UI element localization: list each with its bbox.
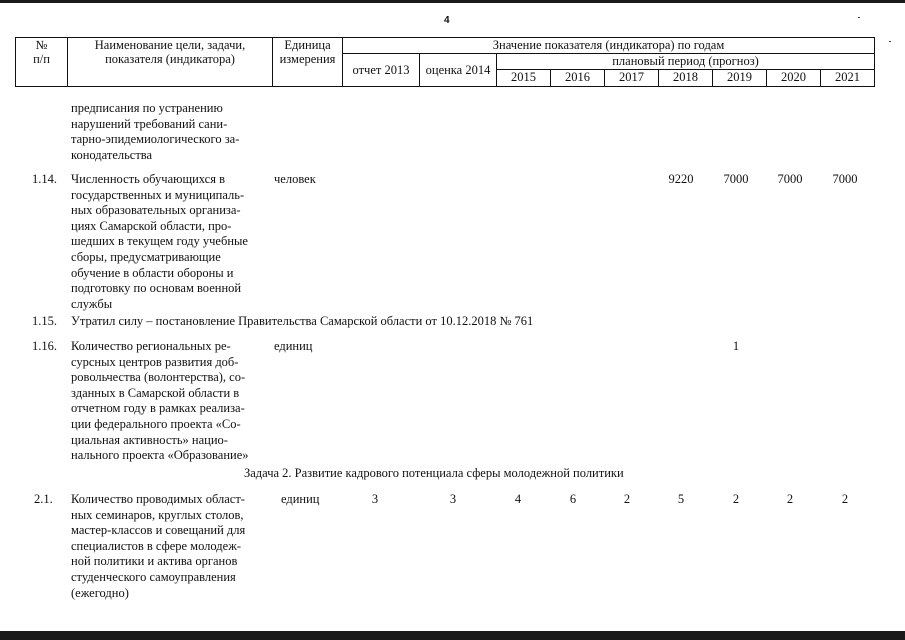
col-header-year: 2018 — [659, 70, 713, 87]
col-header-num — [16, 38, 68, 87]
scan-speck — [889, 41, 891, 42]
col-header-year: 2021 — [821, 70, 875, 87]
text-line: циальная активность» нацио- — [71, 432, 228, 447]
row-num: 1.15. — [32, 314, 57, 328]
col-header-unit — [273, 38, 343, 87]
col-header-unit-text — [275, 38, 340, 66]
text-line: нарушений требований сани- — [71, 116, 228, 131]
text-line: обучение в области обороны и — [71, 265, 234, 280]
header-line: показателя (индикатора) — [105, 52, 235, 66]
value-2020: 7000 — [777, 172, 803, 186]
text-line: специалистов в сфере молодеж- — [71, 538, 242, 553]
text-line: сборы, предусматривающие — [71, 249, 221, 264]
text-line: (ежегодно) — [71, 585, 129, 600]
header-line: п/п — [33, 52, 50, 66]
col-header-year: 2020 — [767, 70, 821, 87]
top-border — [0, 0, 905, 3]
value-2019: 1 — [732, 339, 740, 353]
text-line: ных образовательных организа- — [71, 203, 241, 218]
text-line: конодательства — [71, 147, 153, 162]
text-line: сурсных центров развития доб- — [71, 354, 239, 369]
text-line: ной политики и актива органов — [71, 554, 238, 569]
col-header-year: 2019 — [713, 70, 767, 87]
row-unit: единиц — [281, 492, 320, 506]
text-line: Количество проводимых област- — [71, 492, 245, 506]
text-line: Численность обучающихся в — [71, 172, 226, 186]
col-header-plan-period: плановый период (прогноз) — [497, 54, 875, 70]
text-line: мастер-классов и совещаний для — [71, 523, 246, 538]
text-line: отчетном году в рамках реализа- — [71, 401, 245, 416]
row-name — [71, 492, 245, 601]
col-header-name — [68, 38, 273, 87]
row-num: 1.14. — [32, 172, 57, 186]
row-unit: человек — [274, 172, 316, 186]
row-unit: единиц — [274, 339, 313, 353]
text-line: тарно-эпидемиологического за- — [71, 132, 240, 147]
value-2017: 2 — [623, 492, 631, 506]
value-2021: 7000 — [832, 172, 858, 186]
text-line: государственных и муниципаль- — [71, 187, 245, 202]
text-line: циях Самарской области, про- — [71, 218, 232, 233]
value-2015: 4 — [514, 492, 522, 506]
text-line: нального проекта «Образование» — [71, 448, 249, 463]
header-line: Единица — [284, 38, 331, 52]
col-header-year: 2016 — [551, 70, 605, 87]
col-header-estimate-2014: оценка 2014 — [420, 54, 497, 87]
text-line: подготовку по основам военной — [71, 281, 242, 296]
value-2014: 3 — [449, 492, 457, 506]
col-header-year: 2015 — [497, 70, 551, 87]
header-line: Наименование цели, задачи, — [94, 38, 246, 52]
text-line: студенческого самоуправления — [71, 569, 236, 584]
row-name — [71, 339, 249, 464]
text-line: зданных в Самарской области в — [71, 385, 240, 400]
header-line: № — [35, 38, 48, 52]
page-number: 4 — [444, 15, 450, 26]
text-line: Количество региональных ре- — [71, 339, 231, 353]
col-header-num-text — [18, 38, 65, 66]
value-2016: 6 — [569, 492, 577, 506]
value-2019: 2 — [732, 492, 740, 506]
col-header-year: 2017 — [605, 70, 659, 87]
text-line: предписания по устранению — [71, 101, 223, 115]
col-header-name-text — [70, 38, 270, 66]
value-2020: 2 — [786, 492, 794, 506]
row-num: 1.16. — [32, 339, 57, 353]
value-2019: 7000 — [723, 172, 749, 186]
text-line: ных семинаров, круглых столов, — [71, 507, 244, 522]
col-header-values: Значение показателя (индикатора) по годам — [343, 38, 875, 54]
scan-speck — [858, 17, 860, 18]
text-line: шедших в текущем году учебные — [71, 234, 248, 249]
text-line: ровольчества (волонтерства), со- — [71, 370, 246, 385]
header-line: измерения — [279, 52, 336, 66]
continuation-text — [71, 101, 239, 163]
row-name: Утратил силу – постановление Правительства Самарской области от 10.12.2018 № 761 — [71, 314, 534, 328]
value-2018: 5 — [677, 492, 685, 506]
value-2021: 2 — [841, 492, 849, 506]
text-line: ции федерального проекта «Со- — [71, 416, 241, 431]
value-2013: 3 — [371, 492, 379, 506]
indicator-table-header — [15, 37, 875, 87]
task-2-title: Задача 2. Развитие кадрового потенциала сферы молодежной политики — [244, 466, 624, 480]
col-header-report-2013: отчет 2013 — [343, 54, 420, 87]
row-num: 2.1. — [34, 492, 53, 506]
row-name — [71, 172, 248, 312]
bottom-border — [0, 631, 905, 640]
value-2018: 9220 — [668, 172, 694, 186]
text-line: службы — [71, 296, 113, 311]
